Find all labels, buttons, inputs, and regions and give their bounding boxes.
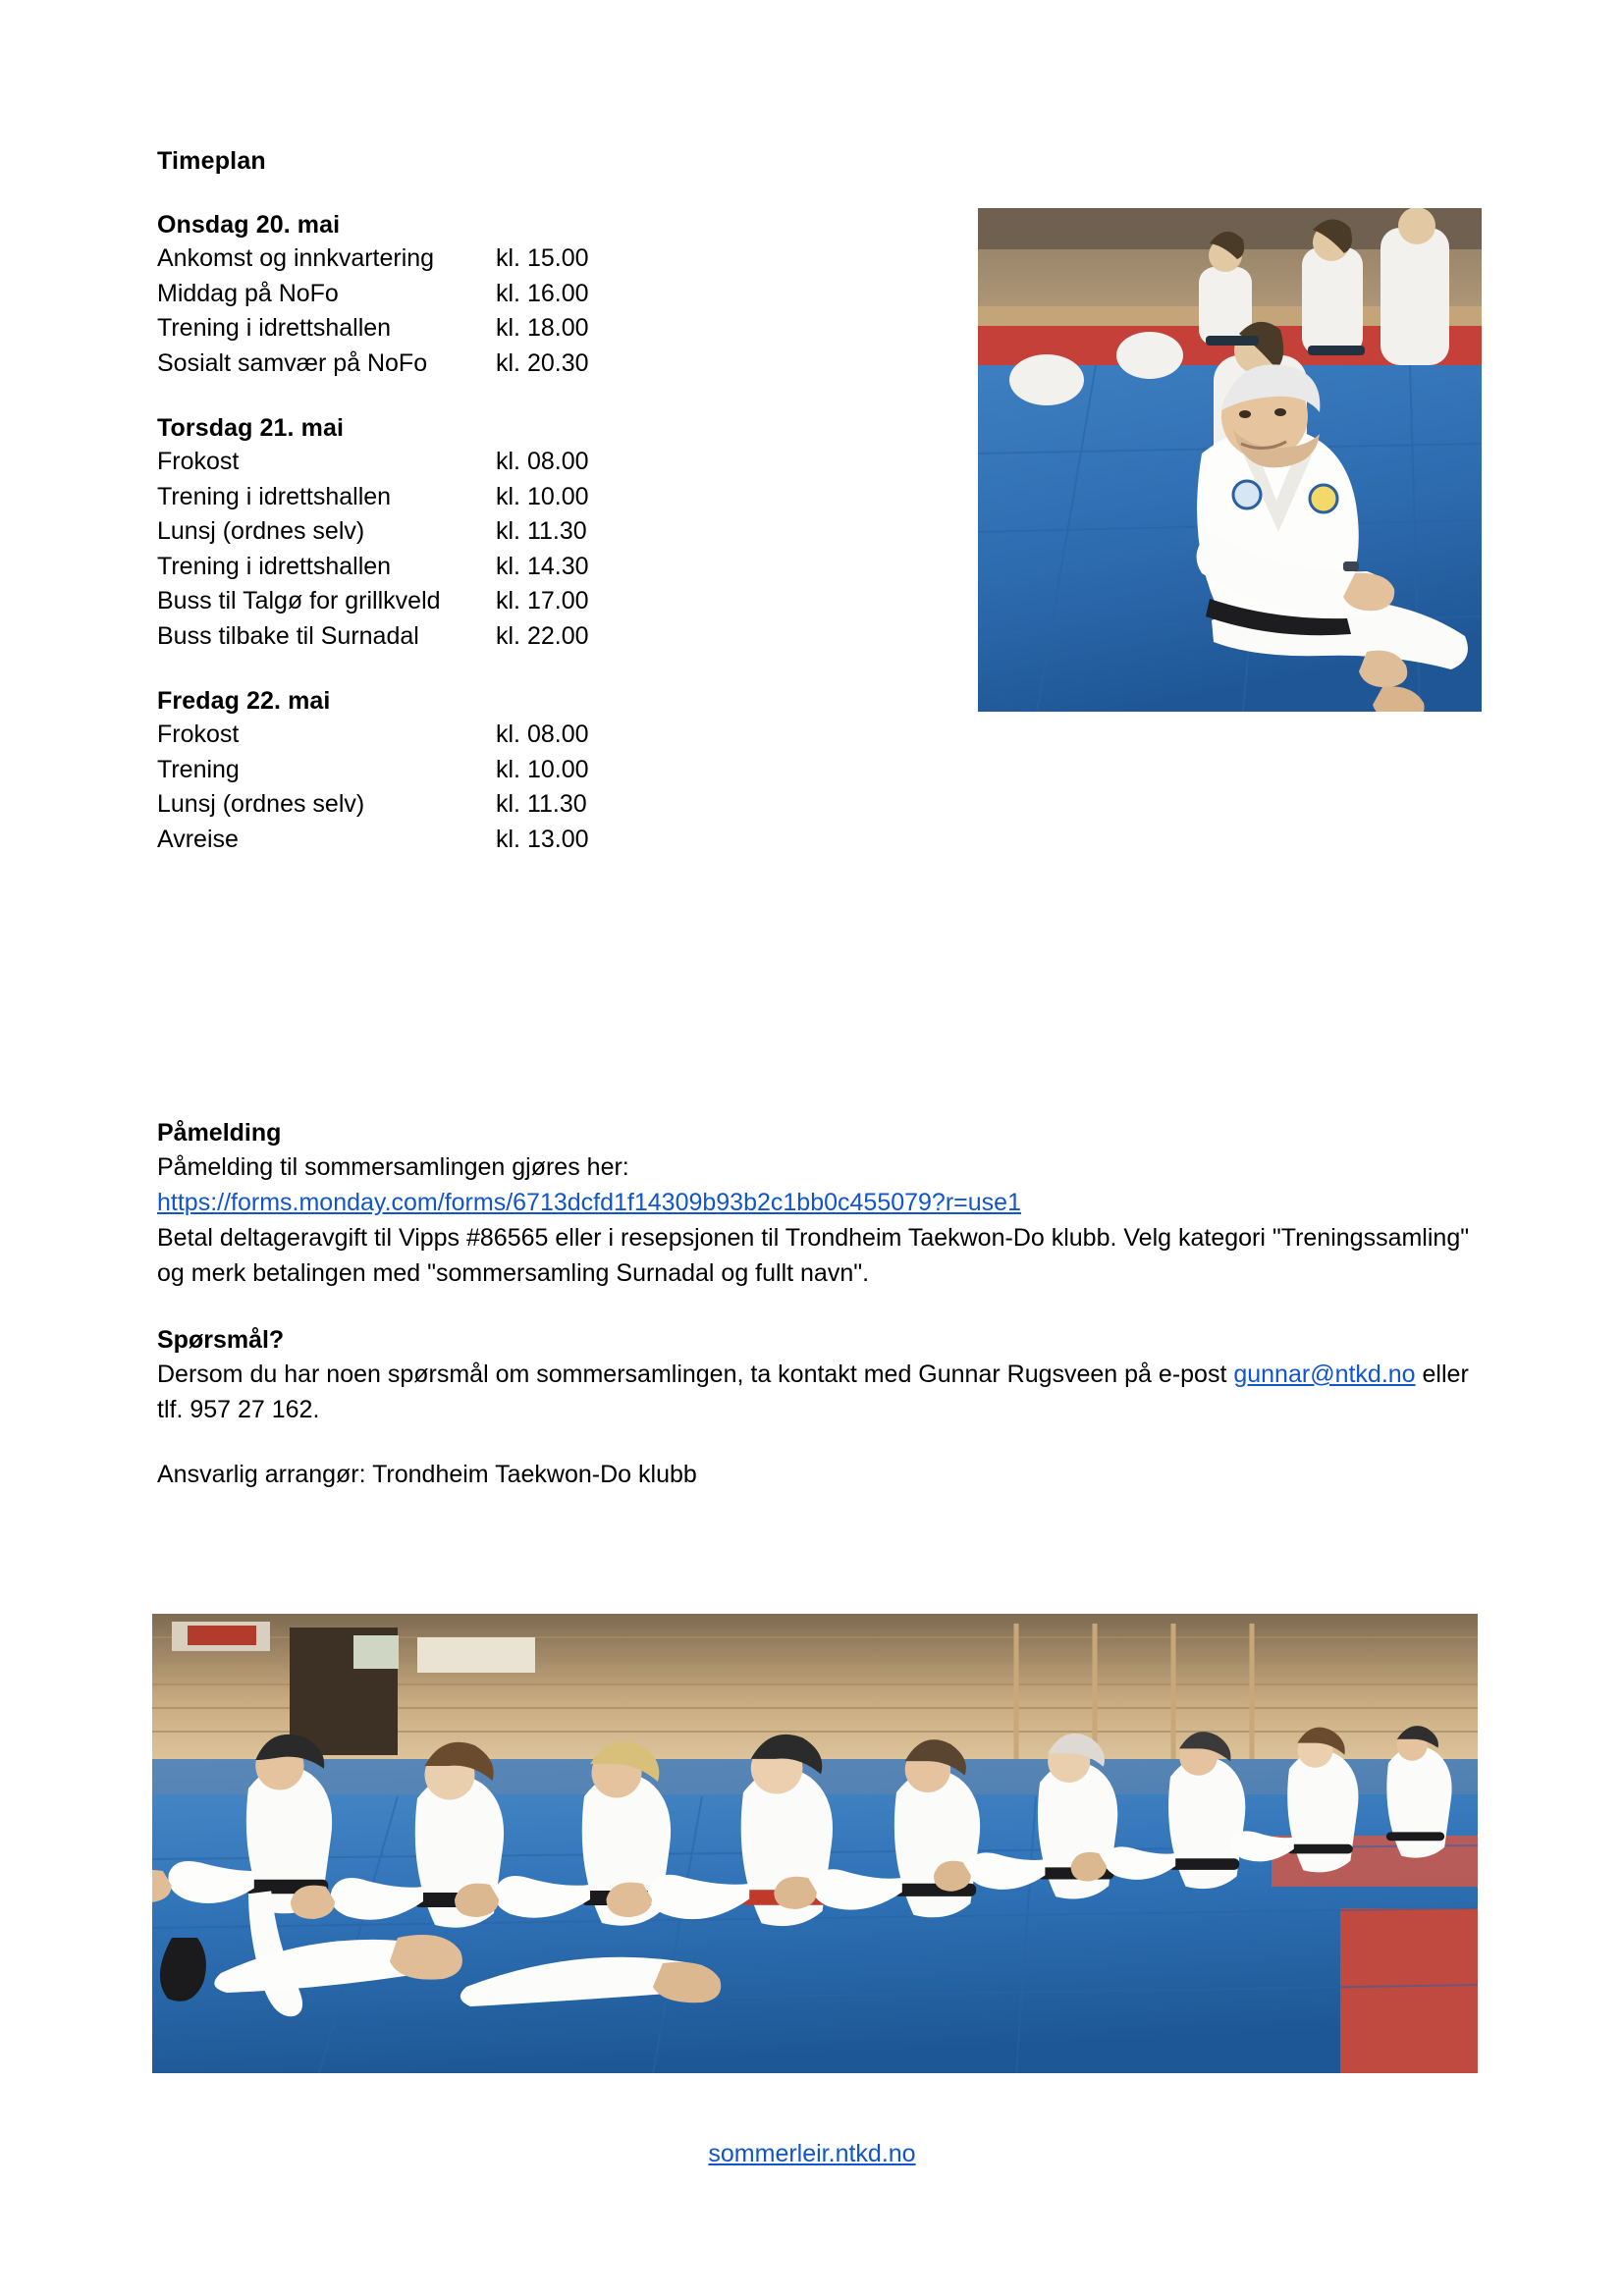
- schedule-time: kl. 17.00: [496, 587, 589, 614]
- schedule-row: [157, 347, 844, 382]
- page-title: Timeplan: [157, 147, 266, 175]
- photo-instructor: [978, 208, 1482, 712]
- schedule-time: kl. 08.00: [496, 721, 589, 748]
- contact-email-link[interactable]: gunnar@ntkd.no: [1233, 1361, 1416, 1388]
- schedule-row: [157, 718, 844, 753]
- schedule-activity: Lunsj (ordnes selv): [157, 517, 365, 545]
- registration-intro: Påmelding til sommersamlingen gjøres her:: [157, 1153, 629, 1181]
- schedule-time: kl. 10.00: [496, 482, 589, 510]
- payment-info: Betal deltageravgift til Vipps #86565 eller i resepsjonen til Trondheim Taekwon-Do klubb. Velg kategori "Treningssamling" og merk betalingen med "sommersamling Surnadal og fullt navn".: [157, 1224, 1470, 1287]
- registration-form-link[interactable]: https://forms.monday.com/forms/6713dcfd1f14309b93b2c1bb0c455079?r=use1: [157, 1189, 1021, 1216]
- schedule-time: kl. 08.00: [496, 448, 589, 475]
- schedule-activity: Lunsj (ordnes selv): [157, 790, 365, 818]
- schedule-section: [157, 147, 844, 890]
- schedule-row: [157, 584, 844, 619]
- schedule-activity: Trening i idrettshallen: [157, 482, 392, 510]
- schedule-time: kl. 13.00: [496, 825, 589, 853]
- schedule-activity: Trening i idrettshallen: [157, 314, 392, 342]
- schedule-row: [157, 311, 844, 347]
- schedule-activity: Sosialt samvær på NoFo: [157, 348, 428, 377]
- schedule-row: [157, 514, 844, 550]
- info-section: [157, 1119, 1473, 1492]
- schedule-activity: Trening i idrettshallen: [157, 552, 392, 580]
- schedule-row: [157, 445, 844, 480]
- schedule-time: kl. 11.30: [496, 517, 587, 545]
- schedule-activity: Frokost: [157, 448, 240, 475]
- day-block: [157, 687, 844, 857]
- day-title: Fredag 22. mai: [157, 687, 331, 715]
- schedule-row: [157, 241, 844, 277]
- day-block: [157, 211, 844, 381]
- photo-group-training: [152, 1614, 1478, 2073]
- questions-heading: Spørsmål?: [157, 1326, 285, 1354]
- schedule-time: kl. 16.00: [496, 279, 589, 307]
- schedule-time: kl. 22.00: [496, 621, 589, 650]
- schedule-activity: Buss til Talgø for grillkveld: [157, 587, 441, 614]
- schedule-time: kl. 18.00: [496, 314, 589, 342]
- day-block: [157, 414, 844, 654]
- schedule-row: [157, 480, 844, 515]
- schedule-time: kl. 14.30: [496, 552, 589, 580]
- schedule-row: [157, 823, 844, 858]
- day-title: Onsdag 20. mai: [157, 211, 341, 239]
- schedule-row: [157, 619, 844, 655]
- schedule-time: kl. 10.00: [496, 755, 589, 783]
- registration-heading: Påmelding: [157, 1119, 282, 1147]
- schedule-time: kl. 15.00: [496, 244, 589, 272]
- schedule-row: [157, 753, 844, 788]
- questions-text-after: eller tlf. 957 27 162.: [157, 1361, 1469, 1423]
- schedule-activity: Trening: [157, 755, 240, 783]
- questions-text-before: Dersom du har noen spørsmål om sommersamlingen, ta kontakt med Gunnar Rugsveen på e-post: [157, 1361, 1234, 1388]
- organizer-line: Ansvarlig arrangør: Trondheim Taekwon-Do klubb: [157, 1461, 697, 1488]
- footer-site-link[interactable]: sommerleir.ntkd.no: [708, 2140, 916, 2167]
- schedule-time: kl. 11.30: [496, 790, 587, 818]
- questions-paragraph: [157, 1357, 1473, 1427]
- schedule-activity: Avreise: [157, 825, 239, 853]
- footer: [0, 2140, 1624, 2168]
- schedule-activity: Middag på NoFo: [157, 279, 339, 307]
- schedule-time: kl. 20.30: [496, 348, 589, 377]
- schedule-activity: Frokost: [157, 721, 240, 748]
- day-title: Torsdag 21. mai: [157, 414, 344, 442]
- schedule-activity: Ankomst og innkvartering: [157, 244, 435, 272]
- schedule-row: [157, 277, 844, 312]
- schedule-row: [157, 550, 844, 585]
- schedule-activity: Buss tilbake til Surnadal: [157, 621, 419, 650]
- schedule-row: [157, 787, 844, 823]
